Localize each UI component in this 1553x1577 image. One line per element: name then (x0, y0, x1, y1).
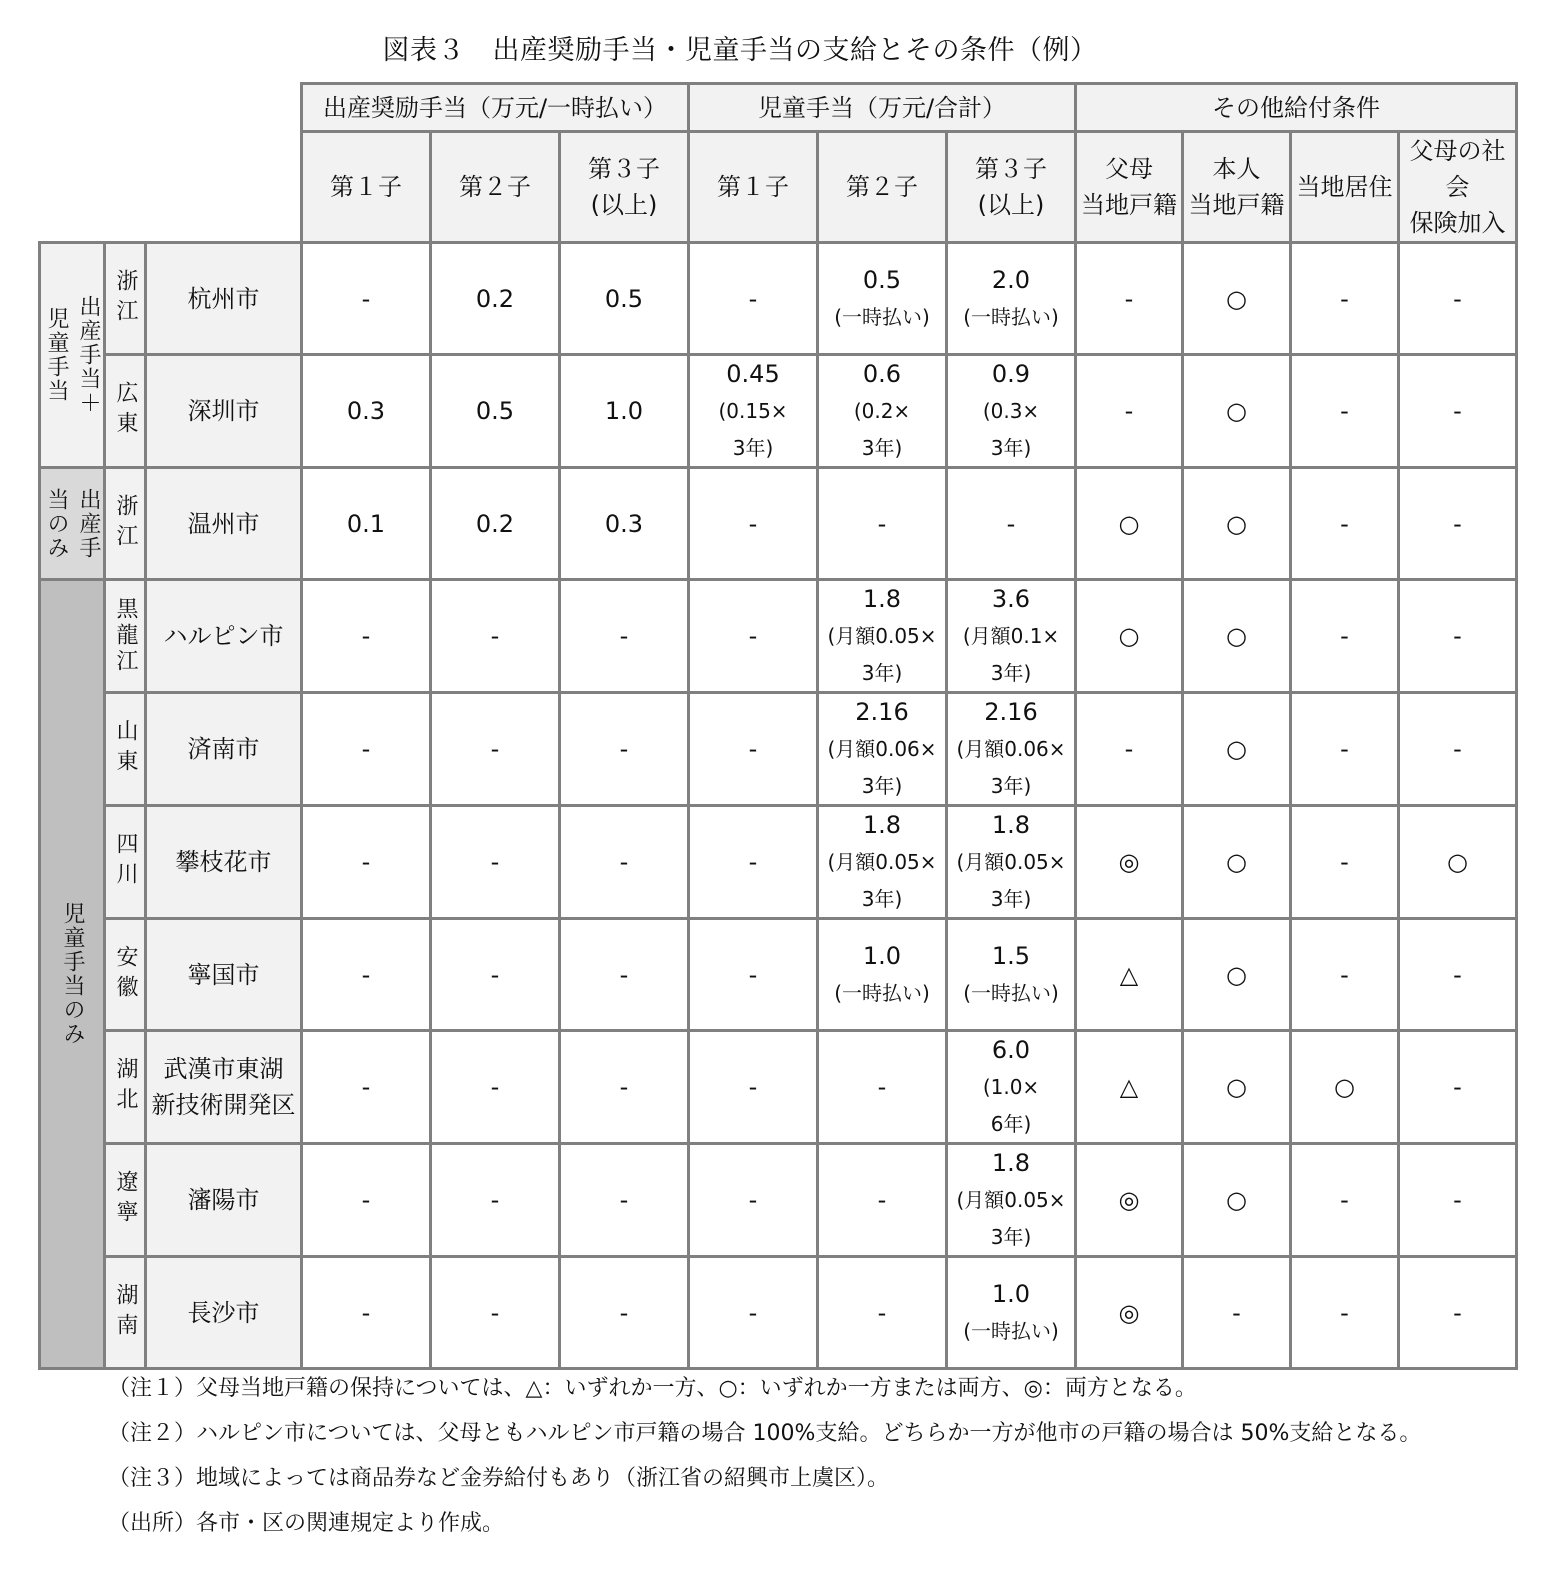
child-2nd-cell: 1.8 (月額0.05× 3年) (818, 806, 947, 919)
table-row (40, 1257, 1517, 1369)
child-1st-cell: - (689, 1031, 818, 1144)
figure-title: 図表３ 出産奨励手当・児童手当の支給とその条件（例） (382, 35, 1098, 66)
child-3rd-cell: 3.6 (月額0.1× 3年) (947, 580, 1076, 693)
residence-cell: - (1291, 1144, 1399, 1257)
parent-registration-cell: ◎ (1076, 1257, 1183, 1369)
table-row (40, 806, 1517, 919)
birth-2nd-cell: 0.2 (431, 468, 560, 580)
self-registration-cell: ○ (1183, 693, 1291, 806)
child-1st-cell: - (689, 243, 818, 355)
self-registration-cell: ○ (1183, 1144, 1291, 1257)
insurance-cell: - (1399, 693, 1517, 806)
city-cell: 深圳市 (146, 355, 302, 468)
child-3rd-cell: 2.16 (月額0.06× 3年) (947, 693, 1076, 806)
group-header-other-conditions: その他給付条件 (1076, 84, 1517, 132)
insurance-cell: - (1399, 355, 1517, 468)
col-header-parent-insurance: 父母の社会 保険加入 (1399, 132, 1517, 243)
birth-3rd-cell: 1.0 (560, 355, 689, 468)
birth-2nd-cell: - (431, 580, 560, 693)
source-note: （出所）各市・区の関連規定より作成。 (108, 1511, 505, 1536)
parent-registration-cell: - (1076, 243, 1183, 355)
residence-cell: - (1291, 1257, 1399, 1369)
child-2nd-cell: - (818, 1257, 947, 1369)
city-cell: 済南市 (146, 693, 302, 806)
birth-3rd-cell: - (560, 1031, 689, 1144)
birth-1st-cell: - (302, 919, 431, 1031)
self-registration-cell: - (1183, 1257, 1291, 1369)
parent-registration-cell: ◎ (1076, 806, 1183, 919)
birth-1st-cell: - (302, 806, 431, 919)
table-row (40, 580, 1517, 693)
residence-cell: - (1291, 355, 1399, 468)
province-cell: 湖北 (105, 1031, 146, 1144)
child-2nd-cell: 1.0 (一時払い) (818, 919, 947, 1031)
residence-cell: - (1291, 806, 1399, 919)
birth-3rd-cell: 0.3 (560, 468, 689, 580)
province-cell: 浙江 (105, 468, 146, 580)
birth-1st-cell: 0.1 (302, 468, 431, 580)
table-row (40, 1031, 1517, 1144)
birth-1st-cell: - (302, 693, 431, 806)
self-registration-cell: ○ (1183, 468, 1291, 580)
self-registration-cell: ○ (1183, 1031, 1291, 1144)
residence-cell: - (1291, 693, 1399, 806)
parent-registration-cell: ○ (1076, 468, 1183, 580)
category-birth-and-child: 出産手当＋ 児童手当 (40, 243, 105, 468)
parent-registration-cell: △ (1076, 1031, 1183, 1144)
child-3rd-cell: - (947, 468, 1076, 580)
child-3rd-cell: 2.0 (一時払い) (947, 243, 1076, 355)
birth-3rd-cell: - (560, 1257, 689, 1369)
residence-cell: ○ (1291, 1031, 1399, 1144)
birth-1st-cell: - (302, 580, 431, 693)
birth-2nd-cell: - (431, 1144, 560, 1257)
child-1st-cell: - (689, 693, 818, 806)
city-cell: ハルピン市 (146, 580, 302, 693)
child-2nd-cell: - (818, 1031, 947, 1144)
birth-2nd-cell: - (431, 693, 560, 806)
birth-1st-cell: - (302, 243, 431, 355)
child-1st-cell: - (689, 468, 818, 580)
birth-2nd-cell: - (431, 1257, 560, 1369)
self-registration-cell: ○ (1183, 580, 1291, 693)
self-registration-cell: ○ (1183, 355, 1291, 468)
parent-registration-cell: - (1076, 355, 1183, 468)
insurance-cell: - (1399, 1031, 1517, 1144)
child-3rd-cell: 0.9 (0.3× 3年) (947, 355, 1076, 468)
table-row (40, 468, 1517, 580)
birth-3rd-cell: - (560, 1144, 689, 1257)
child-3rd-cell: 1.8 (月額0.05× 3年) (947, 806, 1076, 919)
birth-3rd-cell: - (560, 919, 689, 1031)
birth-2nd-cell: 0.2 (431, 243, 560, 355)
child-1st-cell: - (689, 919, 818, 1031)
col-header-local-residence: 当地居住 (1291, 132, 1399, 243)
group-header-birth-allowance: 出産奨励手当（万元/一時払い） (302, 84, 689, 132)
parent-registration-cell: ◎ (1076, 1144, 1183, 1257)
col-header-parent-registration: 父母 当地戸籍 (1076, 132, 1183, 243)
child-3rd-cell: 1.8 (月額0.05× 3年) (947, 1144, 1076, 1257)
birth-2nd-cell: - (431, 919, 560, 1031)
birth-1st-cell: - (302, 1257, 431, 1369)
residence-cell: - (1291, 468, 1399, 580)
insurance-cell: ○ (1399, 806, 1517, 919)
child-2nd-cell: - (818, 468, 947, 580)
insurance-cell: - (1399, 1257, 1517, 1369)
child-3rd-cell: 1.5 (一時払い) (947, 919, 1076, 1031)
child-2nd-cell: 2.16 (月額0.06× 3年) (818, 693, 947, 806)
child-2nd-cell: 0.6 (0.2× 3年) (818, 355, 947, 468)
insurance-cell: - (1399, 468, 1517, 580)
corner-blank (40, 84, 302, 243)
city-cell: 長沙市 (146, 1257, 302, 1369)
self-registration-cell: ○ (1183, 919, 1291, 1031)
self-registration-cell: ○ (1183, 243, 1291, 355)
birth-3rd-cell: 0.5 (560, 243, 689, 355)
child-1st-cell: - (689, 580, 818, 693)
insurance-cell: - (1399, 580, 1517, 693)
birth-2nd-cell: - (431, 806, 560, 919)
group-header-child-allowance: 児童手当（万元/合計） (689, 84, 1076, 132)
table-row (40, 355, 1517, 468)
footnotes (108, 1366, 1421, 1546)
province-cell: 山東 (105, 693, 146, 806)
col-header-self-registration: 本人 当地戸籍 (1183, 132, 1291, 243)
col-header-birth-2nd: 第２子 (431, 132, 560, 243)
insurance-cell: - (1399, 1144, 1517, 1257)
child-1st-cell: - (689, 1144, 818, 1257)
parent-registration-cell: ○ (1076, 580, 1183, 693)
child-1st-cell: - (689, 1257, 818, 1369)
col-header-birth-1st: 第１子 (302, 132, 431, 243)
birth-3rd-cell: - (560, 693, 689, 806)
residence-cell: - (1291, 919, 1399, 1031)
child-3rd-cell: 6.0 (1.0× 6年) (947, 1031, 1076, 1144)
city-cell: 温州市 (146, 468, 302, 580)
child-3rd-cell: 1.0 (一時払い) (947, 1257, 1076, 1369)
province-cell: 安徽 (105, 919, 146, 1031)
parent-registration-cell: - (1076, 693, 1183, 806)
table-row (40, 919, 1517, 1031)
birth-1st-cell: - (302, 1144, 431, 1257)
city-cell: 攀枝花市 (146, 806, 302, 919)
province-cell: 黒龍江 (105, 580, 146, 693)
child-1st-cell: - (689, 806, 818, 919)
province-cell: 四川 (105, 806, 146, 919)
col-header-child-3rd: 第３子 (以上) (947, 132, 1076, 243)
province-cell: 遼寧 (105, 1144, 146, 1257)
parent-registration-cell: △ (1076, 919, 1183, 1031)
city-cell: 寧国市 (146, 919, 302, 1031)
footnote-3: （注３）地域によっては商品券など金券給付もあり（浙江省の紹興市上虞区）。 (108, 1466, 890, 1491)
col-header-birth-3rd: 第３子 (以上) (560, 132, 689, 243)
insurance-cell: - (1399, 243, 1517, 355)
col-header-child-2nd: 第２子 (818, 132, 947, 243)
footnote-1: （注１）父母当地戸籍の保持については、△：いずれか一方、○：いずれか一方または両方、◎：両方となる。 (108, 1376, 1197, 1401)
birth-2nd-cell: - (431, 1031, 560, 1144)
col-header-child-1st: 第１子 (689, 132, 818, 243)
table-row (40, 693, 1517, 806)
table-row (40, 1144, 1517, 1257)
birth-3rd-cell: - (560, 806, 689, 919)
birth-1st-cell: 0.3 (302, 355, 431, 468)
province-cell: 湖南 (105, 1257, 146, 1369)
city-cell: 杭州市 (146, 243, 302, 355)
child-2nd-cell: - (818, 1144, 947, 1257)
residence-cell: - (1291, 243, 1399, 355)
self-registration-cell: ○ (1183, 806, 1291, 919)
category-child-only: 児童手当のみ (40, 580, 105, 1369)
table-row (40, 243, 1517, 355)
footnote-2: （注２）ハルピン市については、父母ともハルピン市戸籍の場合 100%支給。どちらか一方が他市の戸籍の場合は 50%支給となる。 (108, 1421, 1422, 1446)
province-cell: 浙江 (105, 243, 146, 355)
category-birth-only: 出産手 当のみ (40, 468, 105, 580)
child-2nd-cell: 0.5 (一時払い) (818, 243, 947, 355)
residence-cell: - (1291, 580, 1399, 693)
birth-2nd-cell: 0.5 (431, 355, 560, 468)
province-cell: 広東 (105, 355, 146, 468)
insurance-cell: - (1399, 919, 1517, 1031)
child-1st-cell: 0.45 (0.15× 3年) (689, 355, 818, 468)
child-2nd-cell: 1.8 (月額0.05× 3年) (818, 580, 947, 693)
benefits-table (38, 82, 1518, 1370)
birth-3rd-cell: - (560, 580, 689, 693)
city-cell: 武漢市東湖 新技術開発区 (146, 1031, 302, 1144)
birth-1st-cell: - (302, 1031, 431, 1144)
city-cell: 瀋陽市 (146, 1144, 302, 1257)
